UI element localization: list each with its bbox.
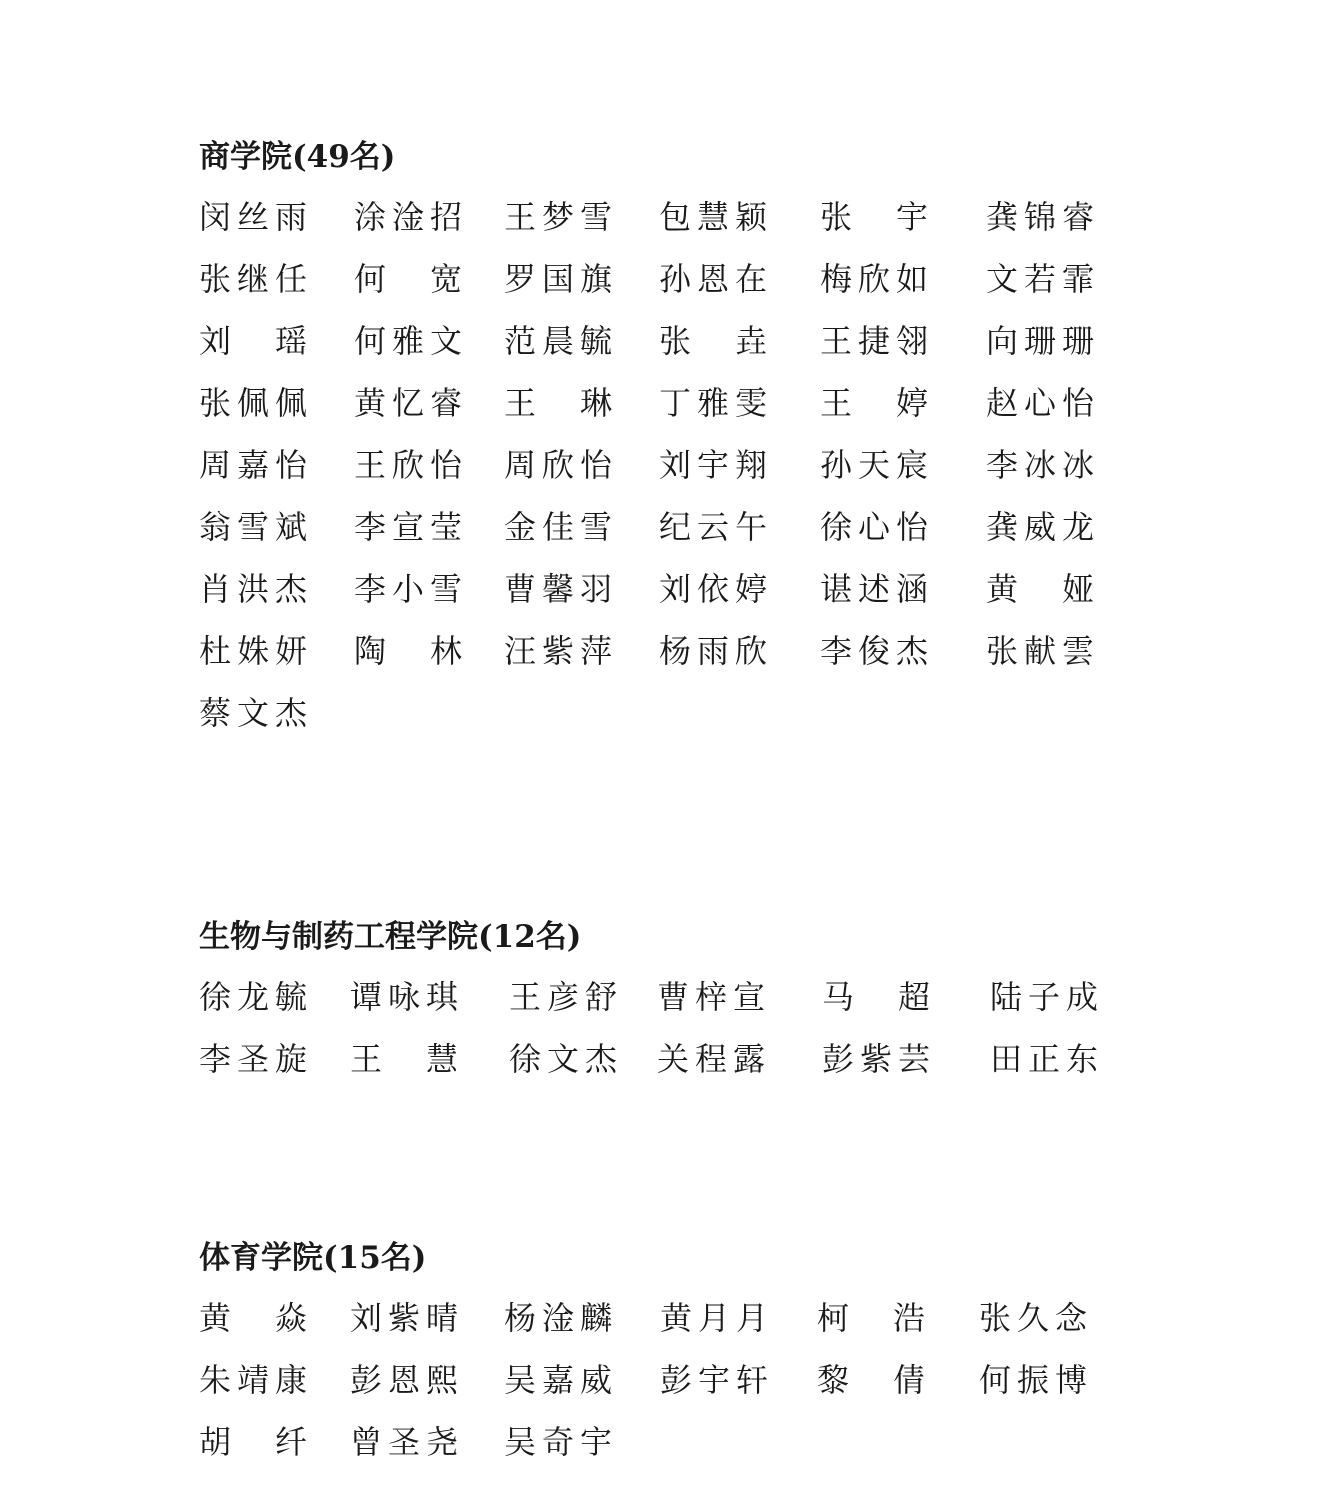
student-name: 王 琳 — [504, 384, 619, 422]
name-row — [199, 445, 1119, 507]
name-row — [199, 383, 1119, 445]
student-name: 王 慧 — [350, 1040, 465, 1078]
student-name: 王梦雪 — [504, 198, 619, 236]
student-name: 梅欣如 — [820, 260, 935, 298]
name-list — [199, 977, 1119, 1101]
student-name: 徐文杰 — [509, 1040, 624, 1078]
student-name: 涂淦招 — [354, 198, 469, 236]
section-business — [199, 137, 1119, 755]
student-name: 向珊珊 — [986, 322, 1101, 360]
student-name: 黎 倩 — [817, 1361, 932, 1399]
student-name: 赵心怡 — [986, 384, 1101, 422]
student-name: 张久念 — [979, 1299, 1094, 1337]
student-name: 马 超 — [822, 978, 937, 1016]
student-name: 刘 瑶 — [199, 322, 314, 360]
student-name: 曹梓宣 — [657, 978, 772, 1016]
student-name: 包慧颖 — [659, 198, 774, 236]
name-row — [199, 631, 1119, 693]
student-name: 柯 浩 — [817, 1299, 932, 1337]
name-row — [199, 321, 1119, 383]
name-row — [199, 569, 1119, 631]
student-name: 吴奇宇 — [504, 1423, 619, 1461]
student-name: 王欣怡 — [354, 446, 469, 484]
name-list — [199, 197, 1119, 755]
student-name: 纪云午 — [659, 508, 774, 546]
student-name: 张继任 — [199, 260, 314, 298]
student-name: 孙天宸 — [820, 446, 935, 484]
name-row — [199, 1422, 1119, 1484]
student-name: 杜姝妍 — [199, 632, 314, 670]
student-name: 杨淦麟 — [504, 1299, 619, 1337]
student-name: 曹馨羽 — [504, 570, 619, 608]
student-name: 张献雲 — [986, 632, 1101, 670]
student-name: 彭紫芸 — [822, 1040, 937, 1078]
student-name: 何 宽 — [354, 260, 469, 298]
student-name: 龚锦睿 — [986, 198, 1101, 236]
student-name: 何雅文 — [354, 322, 469, 360]
student-name: 彭恩熙 — [350, 1361, 465, 1399]
student-name: 周欣怡 — [504, 446, 619, 484]
section-bio-pharma — [199, 917, 1119, 1101]
name-row — [199, 259, 1119, 321]
section-sports — [199, 1238, 1119, 1484]
student-name: 张 宇 — [820, 198, 935, 236]
student-name: 肖洪杰 — [199, 570, 314, 608]
name-row — [199, 1360, 1119, 1422]
student-name: 黄 娅 — [986, 570, 1101, 608]
student-name: 谭咏琪 — [350, 978, 465, 1016]
student-name: 徐心怡 — [820, 508, 935, 546]
student-name: 李冰冰 — [986, 446, 1101, 484]
student-name: 丁雅雯 — [659, 384, 774, 422]
student-name: 胡 纤 — [199, 1423, 314, 1461]
student-name: 吴嘉威 — [504, 1361, 619, 1399]
name-row — [199, 1298, 1119, 1360]
student-name: 李宣莹 — [354, 508, 469, 546]
student-name: 王 婷 — [820, 384, 935, 422]
student-name: 刘依婷 — [659, 570, 774, 608]
name-row — [199, 1039, 1119, 1101]
student-name: 文若霏 — [986, 260, 1101, 298]
student-name: 谌述涵 — [820, 570, 935, 608]
student-name: 罗国旗 — [504, 260, 619, 298]
student-name: 朱靖康 — [199, 1361, 314, 1399]
student-name: 龚威龙 — [986, 508, 1101, 546]
student-name: 何振博 — [979, 1361, 1094, 1399]
student-name: 李小雪 — [354, 570, 469, 608]
student-name: 关程露 — [657, 1040, 772, 1078]
student-name: 曾圣尧 — [350, 1423, 465, 1461]
student-name: 周嘉怡 — [199, 446, 314, 484]
student-name: 黄 焱 — [199, 1299, 314, 1337]
section-title: 体育学院(15名) — [199, 1240, 427, 1276]
student-name: 蔡文杰 — [199, 694, 314, 732]
name-list — [199, 1298, 1119, 1484]
student-name: 李圣旋 — [199, 1040, 314, 1078]
student-name: 黄忆睿 — [354, 384, 469, 422]
student-name: 徐龙毓 — [199, 978, 314, 1016]
section-title: 商学院(49名) — [199, 139, 396, 175]
student-name: 刘紫晴 — [350, 1299, 465, 1337]
student-name: 汪紫萍 — [504, 632, 619, 670]
name-row — [199, 507, 1119, 569]
student-name: 王彦舒 — [509, 978, 624, 1016]
student-name: 张 垚 — [659, 322, 774, 360]
student-name: 范晨毓 — [504, 322, 619, 360]
student-name: 张佩佩 — [199, 384, 314, 422]
student-name: 田正东 — [990, 1040, 1105, 1078]
student-name: 金佳雪 — [504, 508, 619, 546]
student-name: 彭宇轩 — [660, 1361, 775, 1399]
student-name: 孙恩在 — [659, 260, 774, 298]
student-name: 闵丝雨 — [199, 198, 314, 236]
name-row — [199, 197, 1119, 259]
student-name: 刘宇翔 — [659, 446, 774, 484]
name-row — [199, 977, 1119, 1039]
student-name: 陆子成 — [990, 978, 1105, 1016]
student-name: 杨雨欣 — [659, 632, 774, 670]
student-name: 王捷翎 — [820, 322, 935, 360]
section-title: 生物与制药工程学院(12名) — [199, 919, 582, 955]
student-name: 黄月月 — [660, 1299, 775, 1337]
student-name: 陶 林 — [354, 632, 469, 670]
student-name: 翁雪斌 — [199, 508, 314, 546]
student-name: 李俊杰 — [820, 632, 935, 670]
name-row — [199, 693, 1119, 755]
